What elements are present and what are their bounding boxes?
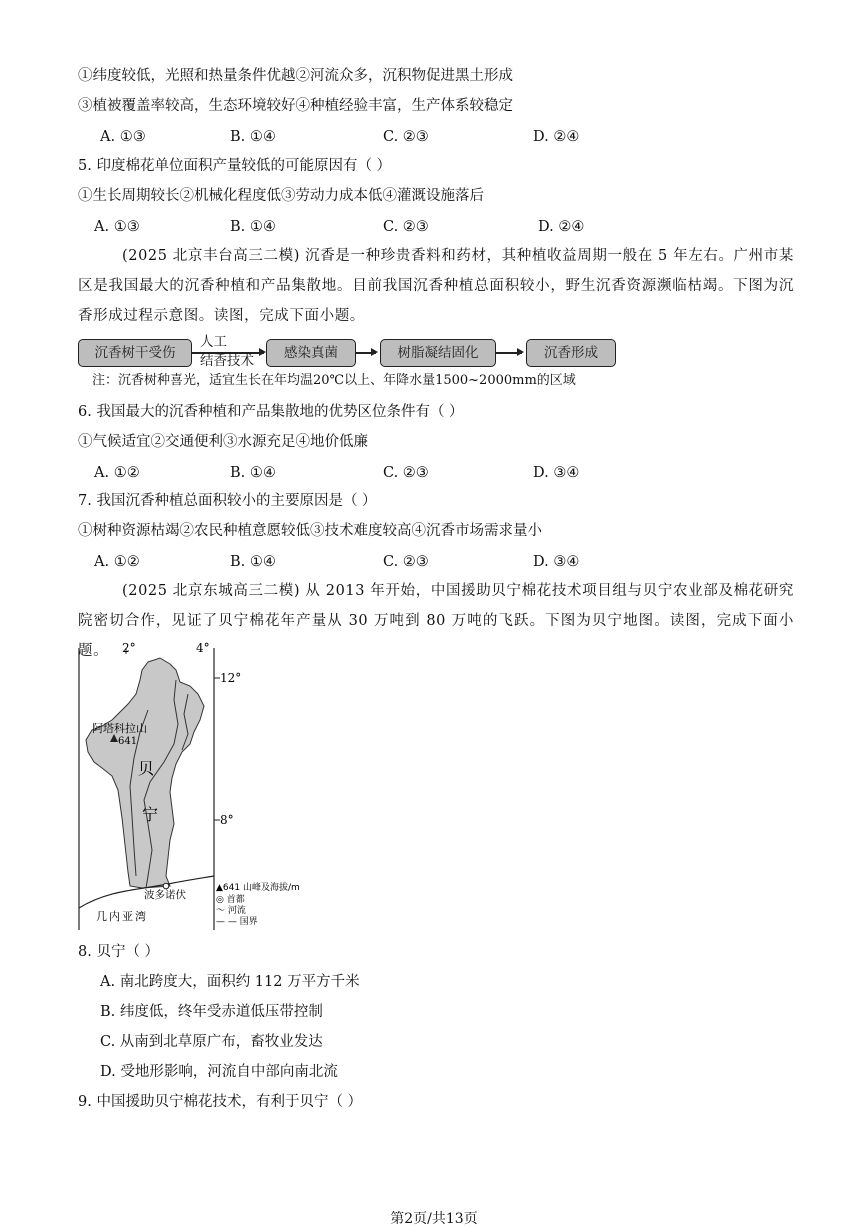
q5-option-b: B. ①④ <box>230 219 276 235</box>
q6-option-b: B. ①④ <box>230 465 276 481</box>
flow-arrow-2 <box>356 352 376 354</box>
q6-statement-line1: ①气候适宜②交通便利③水源充足④地价低廉 <box>78 434 368 450</box>
q7-option-c: C. ②③ <box>383 554 429 570</box>
legend-river: ～ 河流 <box>216 906 246 916</box>
flow-arrow-3 <box>496 352 522 354</box>
lat-label-8: 8° <box>220 813 234 827</box>
q7-option-b: B. ①④ <box>230 554 276 570</box>
q7-option-a: A. ①② <box>94 554 140 570</box>
passage-benin-text: (2025 北京东城高三二模) 从 2013 年开始，中国援助贝宁棉花技术项目组与贝宁农业部及棉花研究院密切合作，见证了贝宁棉花年产量从 30 万吨到 80 万吨的飞跃。下图为贝宁地图。读图，完成下面小题。 <box>78 583 794 659</box>
country-char-2: 宁 <box>142 805 159 824</box>
q8-stem: 8. 贝宁（ ） <box>78 944 160 960</box>
q4-option-d: D. ②④ <box>533 129 580 145</box>
lon-label-2: 2° <box>122 641 136 655</box>
page-footer: 第2页/共13页 <box>390 1211 478 1227</box>
q5-option-c: C. ②③ <box>383 219 429 235</box>
agarwood-flow-diagram <box>78 334 618 371</box>
passage-agarwood <box>78 241 794 331</box>
capital-label: 波多诺伏 <box>144 889 186 901</box>
q4-statement-line1: ①纬度较低，光照和热量条件优越②河流众多，沉积物促进黑土形成 <box>78 68 513 84</box>
q8-option-a: A. 南北跨度大，面积约 112 万平方千米 <box>100 974 360 990</box>
q5-statement-line1: ①生长周期较长②机械化程度低③劳动力成本低④灌溉设施落后 <box>78 188 484 204</box>
lat-label-12: 12° <box>220 671 242 685</box>
q4-option-b: B. ①④ <box>230 129 276 145</box>
flow-arrow-label-top: 人工 <box>200 334 227 350</box>
legend-capital: ◎ 首都 <box>216 895 245 905</box>
q5-option-d: D. ②④ <box>538 219 585 235</box>
flow-note: 注：沉香树种喜光，适宜生长在年均温20℃以上、年降水量1500~2000mm的区域 <box>92 373 576 388</box>
q6-option-c: C. ②③ <box>383 465 429 481</box>
legend-border: — — 国界 <box>216 917 258 927</box>
q6-stem: 6. 我国最大的沉香种植和产品集散地的优势区位条件有（ ） <box>78 404 464 420</box>
q8-option-d: D. 受地形影响，河流自中部向南北流 <box>100 1064 338 1080</box>
q5-stem: 5. 印度棉花单位面积产量较低的可能原因有（ ） <box>78 158 392 174</box>
flow-box-agarwood-formed: 沉香形成 <box>526 339 616 367</box>
benin-map-figure <box>78 640 308 932</box>
q4-option-a: A. ①③ <box>100 129 146 145</box>
sea-label: 几内亚湾 <box>96 910 148 923</box>
q9-stem: 9. 中国援助贝宁棉花技术，有利于贝宁（ ） <box>78 1094 363 1110</box>
q7-option-d: D. ③④ <box>533 554 580 570</box>
country-char-1: 贝 <box>138 759 155 778</box>
q8-option-c: C. 从南到北草原广布，畜牧业发达 <box>100 1034 323 1050</box>
lon-label-4: 4° <box>196 641 210 655</box>
q8-option-b: B. 纬度低，终年受赤道低压带控制 <box>100 1004 323 1020</box>
legend-peak: ▲641 山峰及海拔/m <box>216 883 300 893</box>
passage-agarwood-text: (2025 北京丰台高三二模) 沉香是一种珍贵香料和药材，其种植收益周期一般在 5 年左右。广州市某区是我国最大的沉香种植和产品集散地。目前我国沉香种植总面积较小，野生沉香资源濒临枯竭。下图为沉香形成过程示意图。读图，完成下面小题。 <box>78 248 794 324</box>
q4-statement-line2: ③植被覆盖率较高，生态环境较好④种植经验丰富，生产体系较稳定 <box>78 98 513 114</box>
q6-option-d: D. ③④ <box>533 465 580 481</box>
peak-elevation: 641 <box>118 736 138 747</box>
flow-box-resin-solidify: 树脂凝结固化 <box>380 339 496 367</box>
q7-statement-line1: ①树种资源枯竭②农民种植意愿较低③技术难度较高④沉香市场需求量小 <box>78 523 542 539</box>
q6-option-a: A. ①② <box>94 465 140 481</box>
q5-option-a: A. ①③ <box>94 219 140 235</box>
flow-box-fungal-infection: 感染真菌 <box>266 339 356 367</box>
benin-map <box>78 640 308 932</box>
flow-box-trunk-injured: 沉香树干受伤 <box>78 339 192 367</box>
flow-arrow-label-bottom: 结香技术 <box>200 353 254 369</box>
q7-stem: 7. 我国沉香种植总面积较小的主要原因是（ ） <box>78 493 377 509</box>
capital-icon <box>163 883 169 889</box>
mountain-label: 阿塔科拉山 <box>92 722 147 735</box>
q4-option-c: C. ②③ <box>383 129 429 145</box>
